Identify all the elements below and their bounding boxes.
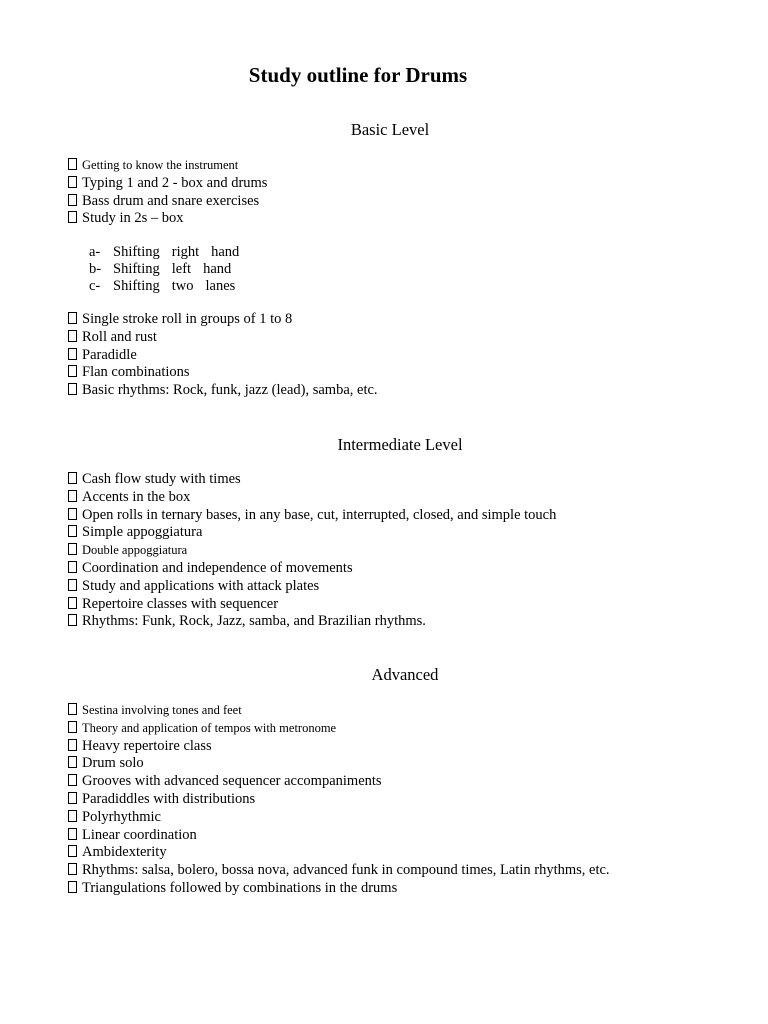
checkbox-icon: [68, 721, 77, 733]
list-item: [68, 827, 610, 845]
section-heading-basic: Basic Level: [350, 120, 430, 139]
checkbox-icon: [68, 194, 77, 206]
list-item-text: Flan combinations: [82, 364, 190, 381]
checkbox-icon: [68, 543, 77, 555]
list-item: [68, 755, 610, 773]
checkbox-icon: [68, 845, 77, 857]
checkbox-icon: [68, 348, 77, 360]
list-item: [68, 210, 267, 228]
sublist-word: left: [171, 260, 192, 277]
page-title: Study outline for Drums: [248, 63, 468, 87]
sublist-word: hand: [203, 260, 232, 277]
list-item-text: Typing 1 and 2 - box and drums: [82, 174, 268, 191]
checkbox-icon: [68, 792, 77, 804]
intermediate-list: [68, 471, 556, 631]
section-heading-advanced: Advanced: [371, 665, 439, 684]
sublist-marker: b-: [89, 260, 102, 277]
list-item: [68, 542, 556, 560]
list-item-text: Open rolls in ternary bases, in any base, cut, interrupted, closed, and simple touch: [82, 506, 557, 523]
sublist-item: [89, 244, 239, 261]
list-item-text: Basic rhythms: Rock, funk, jazz (lead), samba, etc.: [82, 382, 378, 399]
list-item: [68, 329, 378, 347]
list-item-text: Single stroke roll in groups of 1 to 8: [82, 311, 293, 327]
sublist-word: Shifting: [113, 244, 160, 260]
sublist-marker: c-: [89, 277, 101, 294]
list-item-text: Double appoggiatura: [82, 543, 188, 558]
list-item-text: Theory and application of tempos with metronome: [82, 720, 337, 735]
basic-list-b: [68, 311, 378, 400]
sublist-word: two: [171, 277, 194, 294]
list-item: [68, 773, 610, 791]
sublist-word: right: [171, 244, 200, 260]
checkbox-icon: [68, 158, 77, 170]
list-item: [68, 193, 267, 211]
list-item: [68, 471, 556, 489]
list-item-text: Polyrhythmic: [82, 808, 161, 825]
list-item-text: Rhythms: salsa, bolero, bossa nova, advanced funk in compound times, Latin rhythms, etc.: [82, 862, 610, 879]
list-item: [68, 720, 610, 738]
list-item-text: Paradiddles with distributions: [82, 790, 256, 807]
checkbox-icon: [68, 365, 77, 377]
sublist-item: [89, 278, 239, 295]
list-item-text: Triangulations followed by combinations in the drums: [82, 879, 398, 896]
list-item-text: Linear coordination: [82, 826, 197, 843]
checkbox-icon: [68, 614, 77, 626]
list-item-text: Paradidle: [82, 346, 137, 363]
sublist-word: Shifting: [113, 277, 160, 294]
checkbox-icon: [68, 508, 77, 520]
list-item-text: Bass drum and snare exercises: [82, 192, 260, 209]
sublist-word: lanes: [205, 277, 236, 294]
checkbox-icon: [68, 881, 77, 893]
list-item: [68, 382, 378, 400]
checkbox-icon: [68, 579, 77, 591]
checkbox-icon: [68, 828, 77, 840]
basic-list-a: [68, 157, 267, 228]
list-item-text: Ambidexterity: [82, 844, 167, 861]
list-item-text: Heavy repertoire class: [82, 737, 212, 754]
list-item: [68, 809, 610, 827]
list-item-text: Grooves with advanced sequencer accompaniments: [82, 773, 382, 790]
list-item-text: Study in 2s – box: [82, 210, 184, 227]
section-heading-intermediate: Intermediate Level: [337, 435, 463, 454]
sublist-word: Shifting: [113, 260, 160, 277]
list-item-text: Cash flow study with times: [82, 471, 241, 487]
list-item-text: Study and applications with attack plates: [82, 577, 320, 594]
list-item-text: Coordination and independence of movements: [82, 559, 353, 576]
sublist-word: hand: [211, 244, 240, 260]
list-item: [68, 578, 556, 596]
list-item-text: Simple appoggiatura: [82, 524, 203, 541]
checkbox-icon: [68, 312, 77, 324]
checkbox-icon: [68, 211, 77, 223]
list-item: [68, 489, 556, 507]
checkbox-icon: [68, 703, 77, 715]
basic-sublist: [89, 244, 239, 294]
list-item: [68, 844, 610, 862]
list-item: [68, 702, 610, 720]
list-item: [68, 175, 267, 193]
checkbox-icon: [68, 810, 77, 822]
list-item: [68, 507, 556, 525]
list-item-text: Getting to know the instrument: [82, 158, 239, 172]
checkbox-icon: [68, 774, 77, 786]
list-item: [68, 738, 610, 756]
list-item-text: Drum solo: [82, 755, 144, 772]
checkbox-icon: [68, 863, 77, 875]
list-item: [68, 880, 610, 898]
list-item: [68, 613, 556, 631]
checkbox-icon: [68, 176, 77, 188]
list-item: [68, 364, 378, 382]
sublist-item: [89, 261, 239, 278]
checkbox-icon: [68, 472, 77, 484]
list-item: [68, 862, 610, 880]
list-item: [68, 791, 610, 809]
checkbox-icon: [68, 756, 77, 768]
list-item: [68, 524, 556, 542]
list-item-text: Sestina involving tones and feet: [82, 703, 242, 717]
checkbox-icon: [68, 525, 77, 537]
advanced-list: [68, 702, 610, 898]
list-item: [68, 157, 267, 175]
checkbox-icon: [68, 561, 77, 573]
list-item: [68, 311, 378, 329]
list-item-text: Rhythms: Funk, Rock, Jazz, samba, and Brazilian rhythms.: [82, 613, 426, 630]
sublist-marker: a-: [89, 244, 101, 260]
checkbox-icon: [68, 490, 77, 502]
checkbox-icon: [68, 330, 77, 342]
list-item: [68, 347, 378, 365]
list-item-text: Accents in the box: [82, 488, 191, 505]
list-item: [68, 596, 556, 614]
list-item-text: Repertoire classes with sequencer: [82, 595, 279, 612]
checkbox-icon: [68, 739, 77, 751]
list-item: [68, 560, 556, 578]
checkbox-icon: [68, 597, 77, 609]
checkbox-icon: [68, 383, 77, 395]
list-item-text: Roll and rust: [82, 328, 157, 345]
